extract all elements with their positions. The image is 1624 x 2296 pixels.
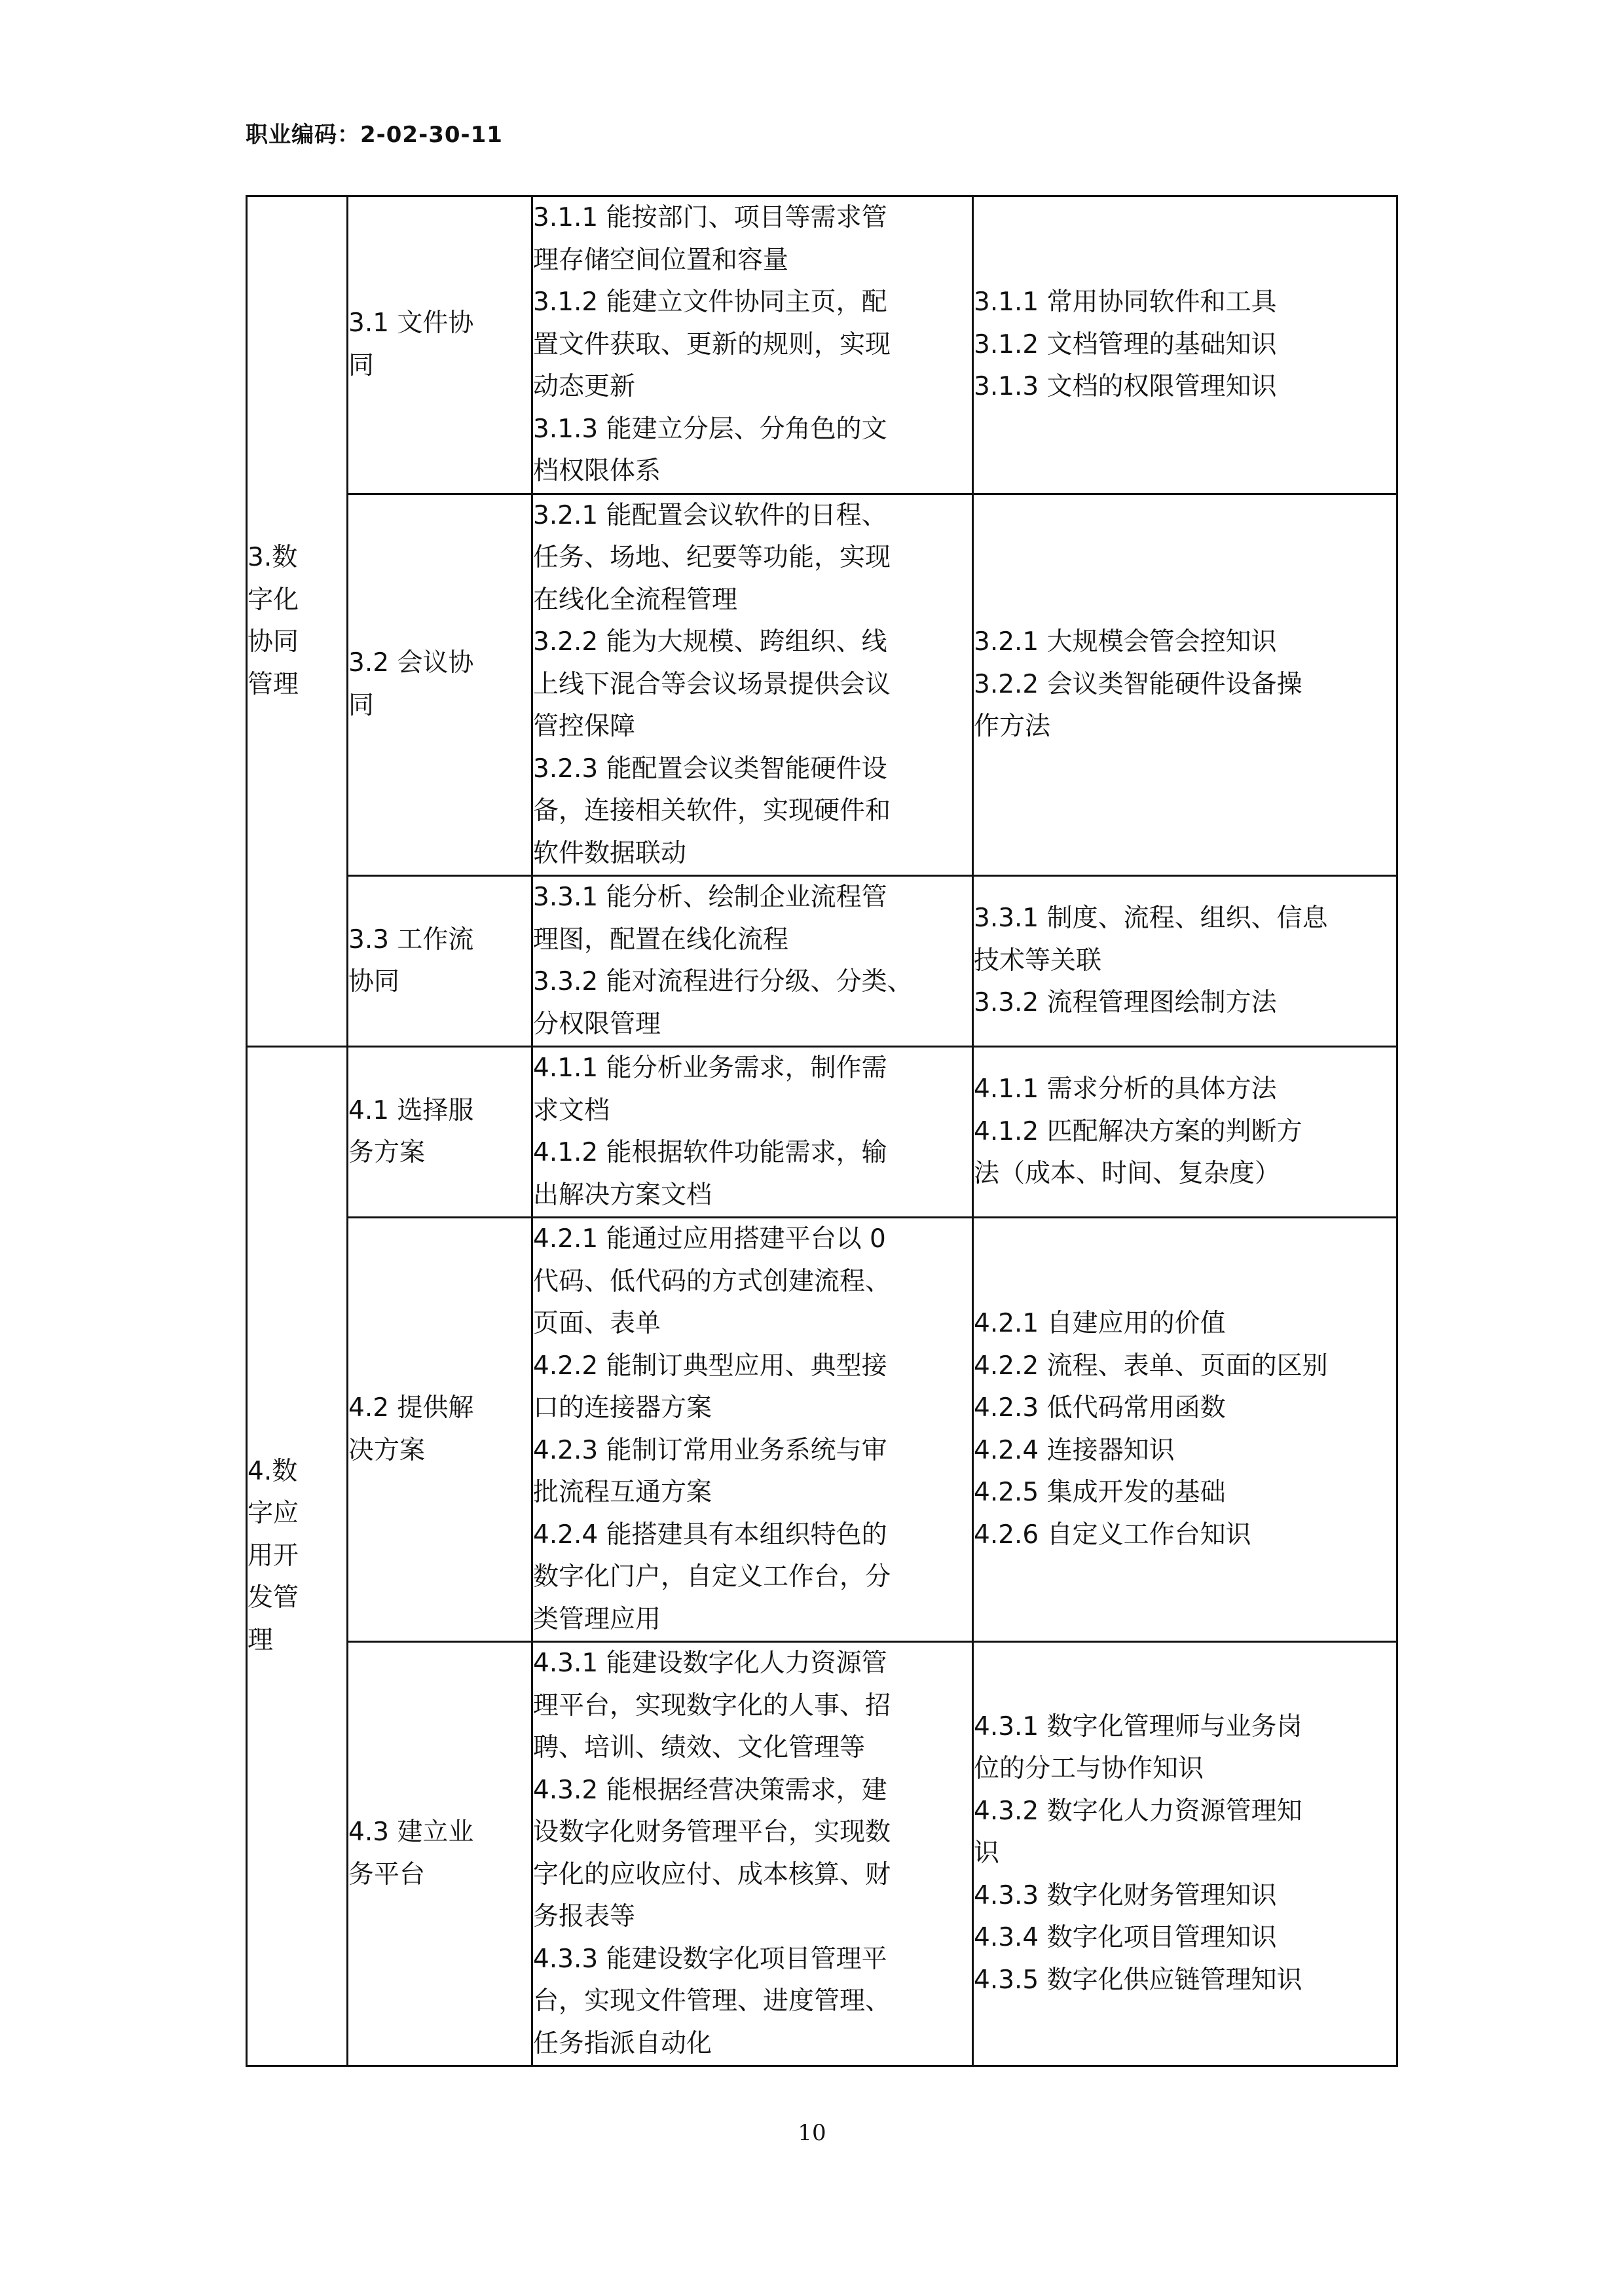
text-line: 4.2.2 能制订典型应用、典型接 bbox=[533, 1351, 887, 1381]
text-line: 4.2.2 流程、表单、页面的区别 bbox=[974, 1351, 1328, 1381]
text-line: 数字化门户，自定义工作台，分 bbox=[533, 1562, 891, 1592]
knowledge-requirements-cell bbox=[973, 1047, 1397, 1218]
skill-requirements-cell bbox=[532, 196, 973, 494]
text-line: 4.2.3 能制订常用业务系统与审 bbox=[533, 1435, 887, 1465]
text-line: 批流程互通方案 bbox=[533, 1478, 712, 1507]
text-line: 4.1 选择服 bbox=[348, 1095, 474, 1125]
table-row bbox=[247, 196, 1397, 494]
section-name-cell bbox=[247, 1047, 348, 2066]
text-line: 求文档 bbox=[533, 1095, 610, 1125]
text-line: 类管理应用 bbox=[533, 1604, 661, 1634]
text-line: 4.3.2 数字化人力资源管理知 bbox=[974, 1796, 1302, 1826]
text-line: 3.1.3 能建立分层、分角色的文 bbox=[533, 414, 887, 444]
text-line: 4.1.1 需求分析的具体方法 bbox=[974, 1074, 1277, 1104]
text-line: 4.数 bbox=[248, 1456, 298, 1486]
text-line: 字化 bbox=[248, 585, 299, 615]
text-line: 4.2.4 能搭建具有本组织特色的 bbox=[533, 1520, 887, 1550]
knowledge-requirements-cell bbox=[973, 1218, 1397, 1642]
text-line: 4.2 提供解 bbox=[348, 1393, 474, 1423]
skill-requirements-cell bbox=[532, 1642, 973, 2066]
text-line: 3.3.1 制度、流程、组织、信息 bbox=[974, 903, 1328, 934]
text-line: 3.3.2 能对流程进行分级、分类、 bbox=[533, 967, 913, 996]
skill-requirements-cell bbox=[532, 1218, 973, 1642]
text-line: 代码、低代码的方式创建流程、 bbox=[533, 1266, 891, 1296]
skill-requirements-cell bbox=[532, 1047, 973, 1218]
text-line: 4.2.1 能通过应用搭建平台以 0 bbox=[533, 1224, 886, 1254]
text-line: 3.3 工作流 bbox=[348, 924, 474, 955]
text-line: 理 bbox=[248, 1625, 274, 1655]
text-line: 理存储空间位置和容量 bbox=[533, 245, 789, 275]
text-line: 3.数 bbox=[248, 543, 298, 572]
text-line: 备，连接相关软件，实现硬件和 bbox=[533, 796, 891, 826]
text-line: 识 bbox=[974, 1838, 1000, 1868]
text-line: 理平台，实现数字化的人事、招 bbox=[533, 1690, 891, 1721]
text-line: 3.1.2 文档管理的基础知识 bbox=[974, 329, 1277, 359]
text-line: 4.3.2 能根据经营决策需求，建 bbox=[533, 1775, 887, 1805]
text-line: 上线下混合等会议场景提供会议 bbox=[533, 669, 891, 699]
text-line: 发管 bbox=[248, 1583, 299, 1613]
text-line: 法（成本、时间、复杂度） bbox=[974, 1159, 1281, 1189]
text-line: 分权限管理 bbox=[533, 1009, 661, 1039]
text-line: 3.1 文件协 bbox=[348, 308, 474, 338]
text-line: 4.3.4 数字化项目管理知识 bbox=[974, 1923, 1277, 1953]
text-line: 3.2.3 能配置会议类智能硬件设 bbox=[533, 754, 887, 784]
text-line: 4.2.1 自建应用的价值 bbox=[974, 1309, 1226, 1338]
text-line: 同 bbox=[348, 350, 375, 380]
skill-requirements-cell bbox=[532, 876, 973, 1047]
text-line: 同 bbox=[348, 690, 375, 720]
text-line: 3.3.1 能分析、绘制企业流程管 bbox=[533, 883, 887, 912]
text-line: 页面、表单 bbox=[533, 1309, 661, 1338]
text-line: 4.3 建立业 bbox=[348, 1817, 474, 1847]
text-line: 在线化全流程管理 bbox=[533, 585, 738, 615]
text-line: 3.2.1 大规模会管会控知识 bbox=[974, 627, 1277, 657]
text-line: 理图，配置在线化流程 bbox=[533, 924, 789, 955]
table-row bbox=[247, 494, 1397, 876]
text-line: 4.1.2 能根据软件功能需求，输 bbox=[533, 1138, 887, 1167]
text-line: 动态更新 bbox=[533, 372, 636, 401]
text-line: 3.2.2 会议类智能硬件设备操 bbox=[974, 669, 1302, 699]
text-line: 作方法 bbox=[974, 712, 1051, 741]
text-line: 4.3.3 能建设数字化项目管理平 bbox=[533, 1944, 887, 1974]
text-line: 4.2.4 连接器知识 bbox=[974, 1435, 1175, 1465]
knowledge-requirements-cell bbox=[973, 494, 1397, 876]
text-line: 协同 bbox=[248, 627, 299, 657]
text-line: 任务、场地、纪要等功能，实现 bbox=[533, 543, 891, 572]
item-cell bbox=[348, 876, 532, 1047]
skills-table bbox=[246, 195, 1398, 2067]
text-line: 字化的应收应付、成本核算、财 bbox=[533, 1859, 891, 1889]
text-line: 4.3.1 数字化管理师与业务岗 bbox=[974, 1711, 1302, 1741]
text-line: 4.3.3 数字化财务管理知识 bbox=[974, 1880, 1277, 1910]
knowledge-requirements-cell bbox=[973, 196, 1397, 494]
text-line: 4.1.2 匹配解决方案的判断方 bbox=[974, 1116, 1302, 1146]
text-line: 档权限体系 bbox=[533, 456, 661, 486]
text-line: 3.1.2 能建立文件协同主页，配 bbox=[533, 287, 887, 317]
text-line: 出解决方案文档 bbox=[533, 1180, 712, 1210]
text-line: 设数字化财务管理平台，实现数 bbox=[533, 1817, 891, 1847]
text-line: 务方案 bbox=[348, 1138, 426, 1167]
text-line: 口的连接器方案 bbox=[533, 1393, 712, 1423]
text-line: 聘、培训、绩效、文化管理等 bbox=[533, 1733, 866, 1762]
text-line: 4.1.1 能分析业务需求，制作需 bbox=[533, 1053, 887, 1083]
text-line: 置文件获取、更新的规则，实现 bbox=[533, 329, 891, 359]
section-name-cell bbox=[247, 196, 348, 1047]
text-line: 决方案 bbox=[348, 1435, 426, 1465]
knowledge-requirements-cell bbox=[973, 876, 1397, 1047]
knowledge-requirements-cell bbox=[973, 1642, 1397, 2066]
table-row bbox=[247, 1218, 1397, 1642]
table-row bbox=[247, 1642, 1397, 2066]
item-cell bbox=[348, 1047, 532, 1218]
text-line: 3.3.2 流程管理图绘制方法 bbox=[974, 988, 1277, 1018]
text-line: 软件数据联动 bbox=[533, 838, 687, 868]
item-cell bbox=[348, 196, 532, 494]
text-line: 3.1.3 文档的权限管理知识 bbox=[974, 372, 1277, 401]
text-line: 务平台 bbox=[348, 1859, 426, 1889]
text-line: 技术等关联 bbox=[974, 945, 1102, 975]
skill-requirements-cell bbox=[532, 494, 973, 876]
occupation-code: 职业编码：2-02-30-11 bbox=[246, 122, 503, 148]
text-line: 字应 bbox=[248, 1499, 299, 1529]
text-line: 管理 bbox=[248, 669, 299, 699]
text-line: 台，实现文件管理、进度管理、 bbox=[533, 1986, 891, 2016]
text-line: 3.2 会议协 bbox=[348, 648, 474, 678]
table-row bbox=[247, 1047, 1397, 1218]
text-line: 3.2.1 能配置会议软件的日程、 bbox=[533, 500, 887, 530]
text-line: 管控保障 bbox=[533, 712, 636, 741]
text-line: 4.2.6 自定义工作台知识 bbox=[974, 1520, 1251, 1550]
text-line: 位的分工与协作知识 bbox=[974, 1754, 1204, 1784]
text-line: 用开 bbox=[248, 1540, 299, 1571]
text-line: 任务指派自动化 bbox=[533, 2028, 712, 2058]
text-line: 务报表等 bbox=[533, 1902, 636, 1931]
text-line: 协同 bbox=[348, 967, 400, 996]
item-cell bbox=[348, 1642, 532, 2066]
item-cell bbox=[348, 494, 532, 876]
text-line: 4.3.1 能建设数字化人力资源管 bbox=[533, 1649, 887, 1678]
text-line: 3.1.1 常用协同软件和工具 bbox=[974, 287, 1277, 317]
text-line: 3.1.1 能按部门、项目等需求管 bbox=[533, 203, 887, 232]
table-row bbox=[247, 876, 1397, 1047]
text-line: 4.2.5 集成开发的基础 bbox=[974, 1478, 1226, 1507]
text-line: 4.2.3 低代码常用函数 bbox=[974, 1393, 1226, 1423]
text-line: 4.3.5 数字化供应链管理知识 bbox=[974, 1965, 1302, 1995]
item-cell bbox=[348, 1218, 532, 1642]
page-number: 10 bbox=[798, 2120, 826, 2146]
text-line: 3.2.2 能为大规模、跨组织、线 bbox=[533, 627, 887, 657]
